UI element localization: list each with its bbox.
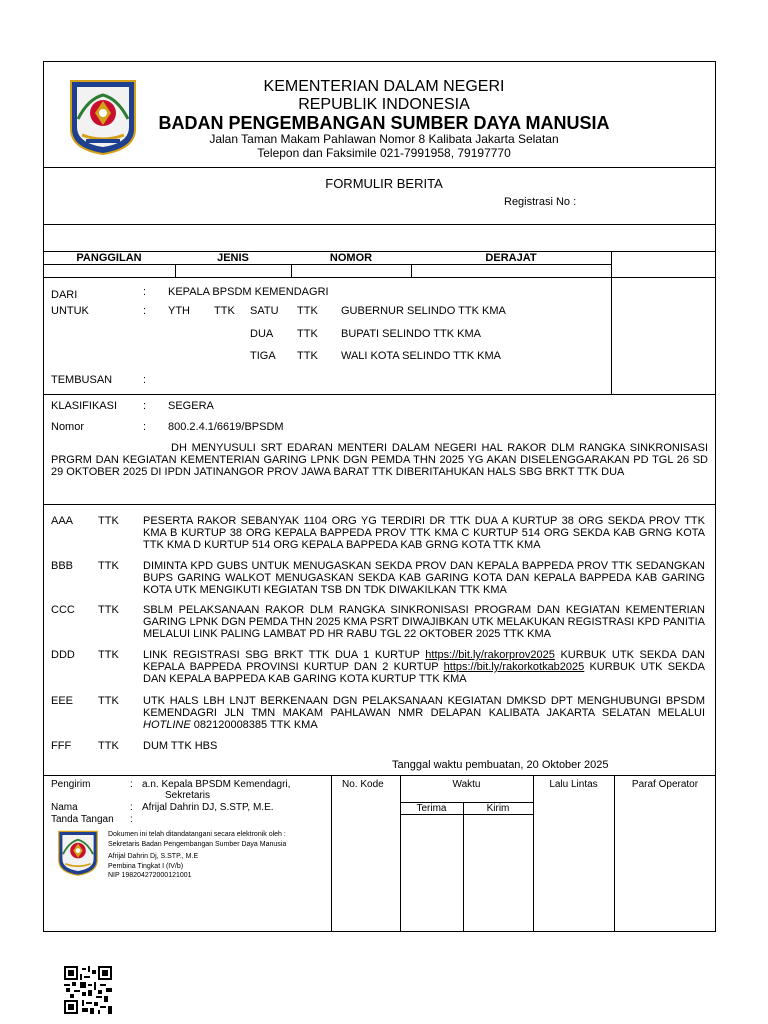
point-code: CCC [51,604,75,616]
lalu-lintas-header: Lalu Lintas [549,779,598,790]
terima-header: Terima [416,803,447,814]
republic-name: REPUBLIK INDONESIA [298,96,470,113]
column-jenis: JENIS [217,252,249,264]
divider [43,224,716,225]
divider [400,775,401,932]
nama-label: Nama [51,802,78,813]
colon: : [143,400,147,412]
colon: : [143,374,147,386]
point-code: DDD [51,649,75,661]
agency-address: Jalan Taman Makam Pahlawan Nomor 8 Kalibata Jakarta Selatan [209,132,559,146]
ttk-label: TTK [297,328,318,340]
qr-code-icon [64,966,112,1014]
pengirim-value: a.n. Kepala BPSDM Kemendagri, [142,779,291,790]
nama-value: Afrijal Dahrin DJ, S.STP, M.E. [142,802,274,813]
point-code: EEE [51,695,74,707]
ttk-label: TTK [297,350,318,362]
column-panggilan: PANGGILAN [76,252,142,264]
column-derajat: DERAJAT [485,252,537,264]
colon: : [130,802,133,813]
point-ddd-text [143,649,705,685]
tembusan-label: TEMBUSAN [51,374,113,386]
ttk-label: TTK [214,305,235,317]
ttk-label: TTK [297,305,318,317]
recipient-text: WALI KOTA SELINDO TTK KMA [341,350,501,362]
ttk-label: TTK [98,649,119,661]
point-text: 082120008385 TTK KMA [190,719,318,731]
divider [614,775,615,932]
recipient-number: SATU [250,305,279,317]
recipient-text: GUBERNUR SELINDO TTK KMA [341,305,506,317]
intro-paragraph: DH MENYUSULI SRT EDARAN MENTERI DALAM NEGERI HAL RAKOR DLM RANGKA SINKRONISASI PRGRM DAN KEGIATAN KEMENTERIAN GARING LPNK DGN PEMDA THN 2025 YG AKAN DISELENGGARAKAN PD TGL 26 SD 29 OKTOBER 2025 DI IPDN JATINANGOR PROV JAWA BARAT TTK DIBERITAHUKAN HALS SBG BRKT TTK DUA [51,442,708,478]
divider [331,775,332,932]
colon: : [143,305,147,317]
ttk-label: TTK [98,515,119,527]
esign-nip: NIP 198204272000121001 [108,872,192,879]
dari-value: KEPALA BPSDM KEMENDAGRI [168,286,329,298]
column-nomor: NOMOR [329,252,373,264]
pengirim-label: Pengirim [51,779,91,790]
ttk-label: TTK [98,740,119,752]
kirim-header: Kirim [486,803,510,814]
esign-position: Sekretaris Badan Pengembangan Sumber Daya Manusia [108,841,287,848]
divider [43,264,611,265]
kemendagri-emblem-icon [57,830,99,876]
divider [400,814,533,815]
point-code: FFF [51,740,72,752]
agency-phone: Telepon dan Faksimile 021-7991958, 79197770 [257,146,511,160]
ttk-label: TTK [98,604,119,616]
point-code: BBB [51,560,74,572]
dari-label: DARI [51,289,78,301]
esign-name: Afrijal Dahrin Dj, S.STP., M.E [108,853,199,860]
point-bbb-text: DIMINTA KPD GUBS UNTUK MENUGASKAN SEKDA PROV DAN KEPALA BAPPEDA PROV TTK SEDANGKAN BUPS GARING WALKOT MENUGASKAN SEKDA KAB GARING KOTA DAN KEPALA BAPPEDA KAB GARING KOTA UTK MENGIKUTI KEGIATAN TSB DN TDK DIWAKILKAN TTK KMA [143,560,705,596]
divider [43,504,716,505]
point-text: KURBUK UTK SEKDA DAN KEPALA BAPPEDA KAB GARING KOTA KURTUP TTK KMA [143,661,705,685]
pengirim-position: Sekretaris [165,790,211,801]
waktu-header: Waktu [452,779,481,790]
divider [411,264,412,277]
divider [43,277,716,278]
ttk-label: TTK [98,560,119,572]
colon: : [130,779,133,790]
divider [43,394,716,395]
colon: : [143,286,147,298]
ttk-label: TTK [98,695,119,707]
point-ccc-text: SBLM PELAKSANAAN RAKOR DLM RANGKA SINKRONISASI PROGRAM DAN KEGIATAN KEMENTERIAN GARING LPNK DGN PEMDA THN 2025 KMA PSRT DIWAJIBKAN UTK MELAKUKAN REGISTRASI KPD PANITIA MELALUI LINK PALING LAMBAT PD HR RABU TGL 22 OKTOBER 2025 TTK KMA [143,604,705,640]
recipient-number: DUA [250,328,274,340]
registration-number: Registrasi No : [504,196,577,208]
form-title: FORMULIR BERITA [325,176,443,191]
registration-link-provinsi[interactable]: https://bit.ly/rakorprov2025 [425,649,555,661]
point-text: UTK HALS LBH LNJT BERKENAAN DGN PELAKSANAAN KEGIATAN DMKSD DPT MENGHUBUNGI BPSDM KEMENDAGRI JLN TMN MAKAM PAHLAWAN NMR DELAPAN KALIBATA JAKARTA SELATAN MELALUI [143,695,705,719]
esign-statement: Dokumen ini telah ditandatangani secara elektronik oleh : [108,831,286,838]
registration-link-kotkab[interactable]: https://bit.ly/rakorkotkab2025 [443,661,585,673]
point-text: LINK REGISTRASI SBG BRKT TTK DUA 1 KURTUP [143,649,426,661]
no-kode-header: No. Kode [342,779,384,790]
untuk-label: UNTUK [51,305,89,317]
creation-date: Tanggal waktu pembuatan, 20 Oktober 2025 [392,759,609,771]
point-code: AAA [51,515,74,527]
nomor-value: 800.2.4.1/6619/BPSDM [168,421,284,433]
point-fff-text: DUM TTK HBS [143,740,218,752]
divider [533,775,534,932]
colon: : [143,421,147,433]
recipient-number: TIGA [250,350,276,362]
point-eee-text [143,695,705,731]
recipient-text: BUPATI SELINDO TTK KMA [341,328,481,340]
colon: : [130,814,133,825]
point-aaa-text: PESERTA RAKOR SEBANYAK 1104 ORG YG TERDIRI DR TTK DUA A KURTUP 38 ORG SEKDA PROV TTK KMA B KURTUP 38 ORG KEPALA BAPPEDA PROV TTK KMA C KURTUP 514 ORG SEKDA KAB GRNG KOTA TTK KMA D KURTUP 514 ORG KEPALA BAPPEDA KAB GRNG KOTA TTK KMA [143,515,705,551]
paraf-operator-header: Paraf Operator [631,779,699,790]
klasifikasi-value: SEGERA [168,400,214,412]
hotline-label: HOTLINE [143,719,191,731]
point-text: KURBUK UTK SEKDA DAN KEPALA BAPPEDA PROVINSI KURTUP DAN 2 KURTUP [143,649,705,673]
divider [175,264,176,277]
tanda-tangan-label: Tanda Tangan [51,814,114,825]
divider [43,167,716,168]
esign-rank: Pembina Tingkat I (IV/b) [108,863,184,870]
klasifikasi-label: KLASIFIKASI [51,400,118,412]
divider [43,775,716,776]
divider [611,251,612,394]
divider [291,264,292,277]
agency-name: BADAN PENGEMBANGAN SUMBER DAYA MANUSIA [158,113,610,133]
yth-label: YTH [168,305,190,317]
nomor-label: Nomor [51,421,85,433]
divider [463,802,464,932]
ministry-name: KEMENTERIAN DALAM NEGERI [263,78,505,95]
